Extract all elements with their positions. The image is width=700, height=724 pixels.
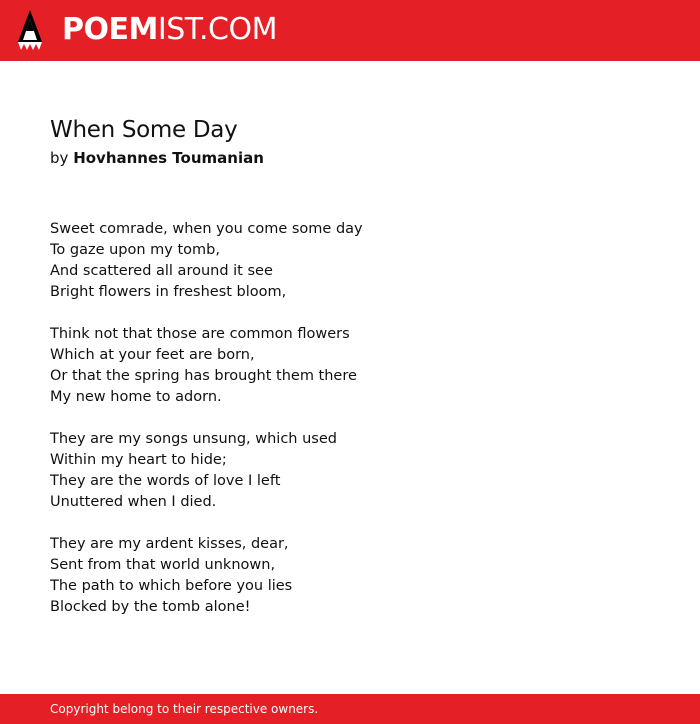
poem-line: Blocked by the tomb alone!: [50, 599, 251, 615]
poem-title: When Some Day: [50, 117, 238, 143]
poem-line: They are my songs unsung, which used: [50, 431, 337, 447]
poem-line: The path to which before you lies: [50, 578, 293, 594]
site-logo-text[interactable]: [62, 13, 277, 47]
poem-line: To gaze upon my tomb,: [50, 242, 220, 258]
poem-line: They are my ardent kisses, dear,: [50, 536, 289, 552]
site-footer: [0, 694, 700, 724]
copyright-notice: Copyright belong to their respective owners.: [50, 702, 319, 716]
poem-body: [50, 219, 650, 639]
poem-line: Within my heart to hide;: [50, 452, 227, 468]
poem-line: Sent from that world unknown,: [50, 557, 276, 573]
stanza: [50, 219, 650, 303]
stanza: [50, 324, 650, 408]
brand-light: IST.COM: [157, 12, 277, 47]
poem-line: Unuttered when I died.: [50, 494, 217, 510]
pencil-tip-icon[interactable]: [17, 9, 43, 51]
poem-line: Or that the spring has brought them there: [50, 368, 357, 384]
poem-line: Think not that those are common flowers: [50, 326, 350, 342]
byline: [50, 149, 264, 167]
poem-line: Which at your feet are born,: [50, 347, 255, 363]
by-label: by: [50, 149, 69, 167]
stanza: [50, 534, 650, 618]
author-name: Hovhannes Toumanian: [73, 149, 264, 167]
brand-bold: POEM: [62, 12, 158, 47]
poem-line: And scattered all around it see: [50, 263, 273, 279]
poem-line: My new home to adorn.: [50, 389, 222, 405]
site-header: [0, 0, 700, 61]
poem-line: Bright flowers in freshest bloom,: [50, 284, 287, 300]
stanza: [50, 429, 650, 513]
poem-line: Sweet comrade, when you come some day: [50, 221, 363, 237]
poem-line: They are the words of love I left: [50, 473, 281, 489]
